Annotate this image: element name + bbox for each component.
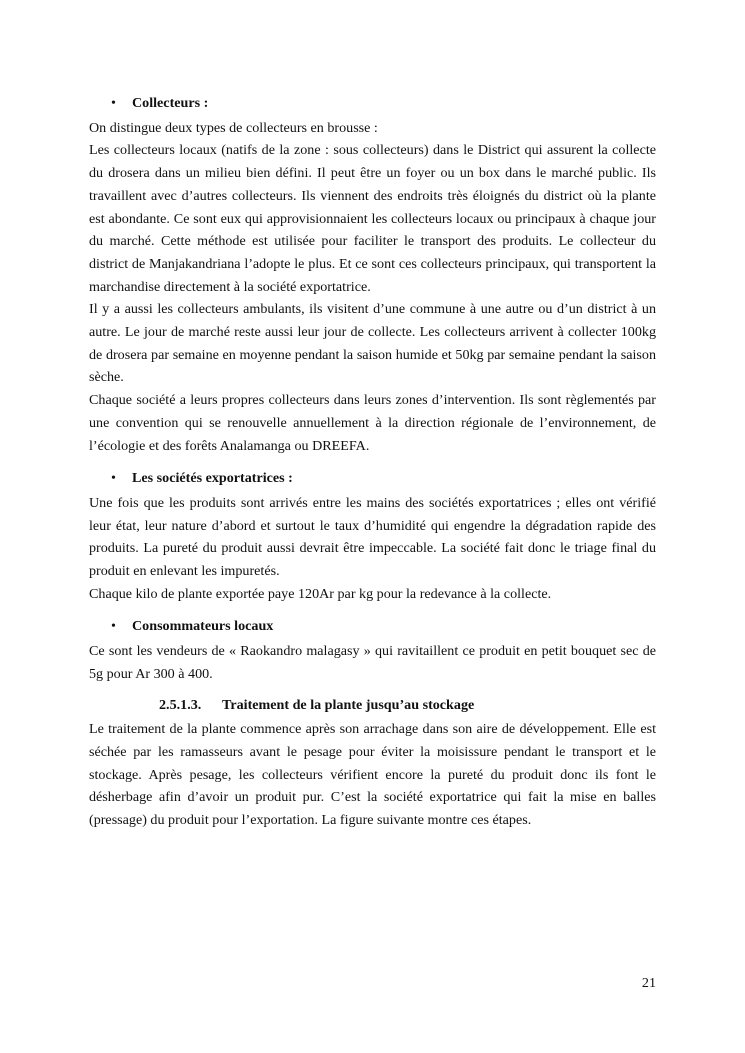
societes-heading-text: Les sociétés exportatrices :: [132, 470, 293, 487]
societes-paragraph-1: Une fois que les produits sont arrivés entre les mains des sociétés exportatrices ; elles ont vérifié leur état, leur nature d’abord et surtout le taux d’humidité qui engendre la dégradation rapide des produits. La pureté du produit aussi devrait être impeccable. La société fait donc le triage final du produit en enlevant les impuretés.: [89, 494, 656, 580]
bullet-icon: •: [111, 618, 116, 635]
spacer: [89, 457, 656, 467]
document-page: [89, 92, 656, 832]
consommateurs-paragraph-1: Ce sont les vendeurs de « Raokandro malagasy » qui ravitaillent ce produit en petit bouquet sec de 5g pour Ar 300 à 400.: [89, 643, 656, 682]
consommateurs-heading-text: Consommateurs locaux: [132, 618, 274, 635]
collecteurs-heading: [89, 92, 656, 115]
section-title: Traitement de la plante jusqu’au stockage: [222, 696, 475, 713]
consommateurs-heading: [89, 615, 656, 638]
traitement-paragraph-1: Le traitement de la plante commence après son arrachage dans son aire de développement. Elle est séchée par les ramasseurs avant le pesage pour éviter la moisissure pendant le transport et le stockage. Après pesage, les collecteurs vérifient encore la pureté du produit donc ils font le désherbage afin d’avoir un produit pur. C’est la société exportatrice qui fait la mise en balles (pressage) du produit pour l’exportation. La figure suivante montre ces étapes.: [89, 721, 656, 829]
collecteurs-heading-text: Collecteurs :: [132, 95, 209, 111]
societes-paragraph-2: Chaque kilo de plante exportée paye 120Ar par kg pour la redevance à la collecte.: [89, 585, 552, 602]
collecteurs-paragraph-2: Les collecteurs locaux (natifs de la zone : sous collecteurs) dans le District qui assurent la collecte du drosera dans un milieu bien défini. Il peut être un foyer ou un box dans le marché public. Ils travaillent avec d’autres collecteurs. Ils viennent des endroits très éloignés du district où la plante est abondante. Ce sont eux qui approvisionnaient les collecteurs locaux ou principaux à chaque jour du marché. Cette méthode est utilisée pour faciliter le transport des produits. Le collecteur du district de Manjakandriana l’adopte le plus. Et ce sont ces collecteurs principaux, qui transportent la marchandise directement à la société exportatrice.: [89, 142, 656, 295]
spacer: [89, 605, 656, 615]
section-number: 2.5.1.3.: [159, 696, 202, 713]
collecteurs-paragraph-3: Il y a aussi les collecteurs ambulants, ils visitent d’une commune à une autre ou d’un district à un autre. Le jour de marché reste aussi leur jour de collecte. Les collecteurs arrivent à collecter 100kg de drosera par semaine en moyenne pendant la saison humide et 50kg par semaine pendant la saison sèche.: [89, 301, 656, 386]
collecteurs-paragraph-4: Chaque société a leurs propres collecteurs dans leurs zones d’intervention. Ils sont règlementés par une convention qui se renouvelle annuellement à la direction régionale de l’environnement, de l’écologie et des forêts Analamanga ou DREEFA.: [89, 392, 656, 454]
societes-heading: [89, 467, 656, 490]
bullet-icon: •: [111, 470, 116, 487]
collecteurs-paragraph-1: On distingue deux types de collecteurs en brousse :: [89, 119, 378, 136]
page-number: 21: [641, 975, 656, 991]
spacer: [89, 686, 656, 694]
bullet-icon: •: [111, 95, 116, 111]
traitement-heading: [89, 694, 656, 717]
